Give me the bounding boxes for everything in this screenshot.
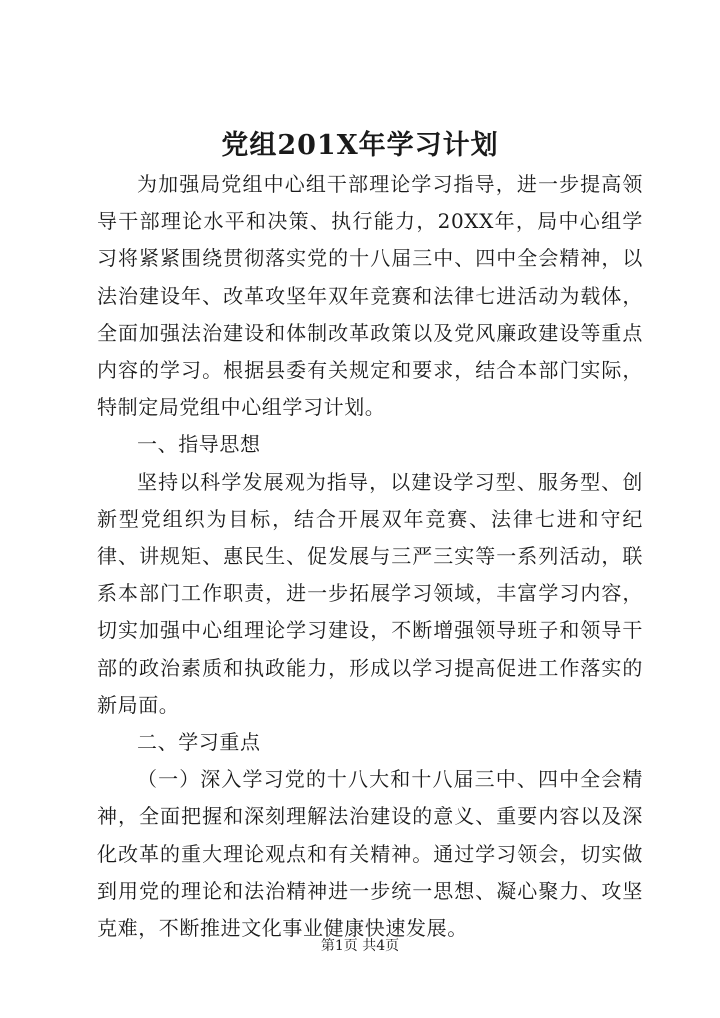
document-body — [97, 166, 643, 947]
section-heading-study-focus: 二、学习重点 — [137, 730, 261, 755]
page-number-footer: 第1页 共4页 — [320, 938, 400, 954]
study-focus-paragraph-1: （一）深入学习党的十八大和十八届三中、四中全会精神，全面把握和深刻理解法治建设的意义、重要内容以及深化改革的重大理论观点和有关精神。通过学习领会，切实做到用党的理论和法治精神进一步统一思想、凝心聚力、攻坚克难，不断推进文化事业健康快速发展。 — [97, 767, 643, 941]
intro-paragraph: 为加强局党组中心组干部理论学习指导，进一步提高领导干部理论水平和决策、执行能力，20XX年，局中心组学习将紧紧围绕贯彻落实党的十八届三中、四中全会精神，以法治建设年、改革攻坚年双年竞赛和法律七进活动为载体，全面加强法治建设和体制改革政策以及党风廉政建设等重点内容的学习。根据县委有关规定和要求，结合本部门实际，特制定局党组中心组学习计划。 — [97, 172, 643, 420]
guiding-ideology-paragraph: 坚持以科学发展观为指导，以建设学习型、服务型、创新型党组织为目标，结合开展双年竞赛、法律七进和守纪律、讲规矩、惠民生、促发展与三严三实等一系列活动，联系本部门工作职责，进一步拓展学习领域，丰富学习内容，切实加强中心组理论学习建设，不断增强领导班子和领导干部的政治素质和执政能力，形成以学习提高促进工作落实的新局面。 — [97, 469, 643, 717]
section-heading-guiding-ideology: 一、指导思想 — [137, 432, 261, 457]
document-title: 党组201X年学习计划 — [221, 130, 499, 161]
